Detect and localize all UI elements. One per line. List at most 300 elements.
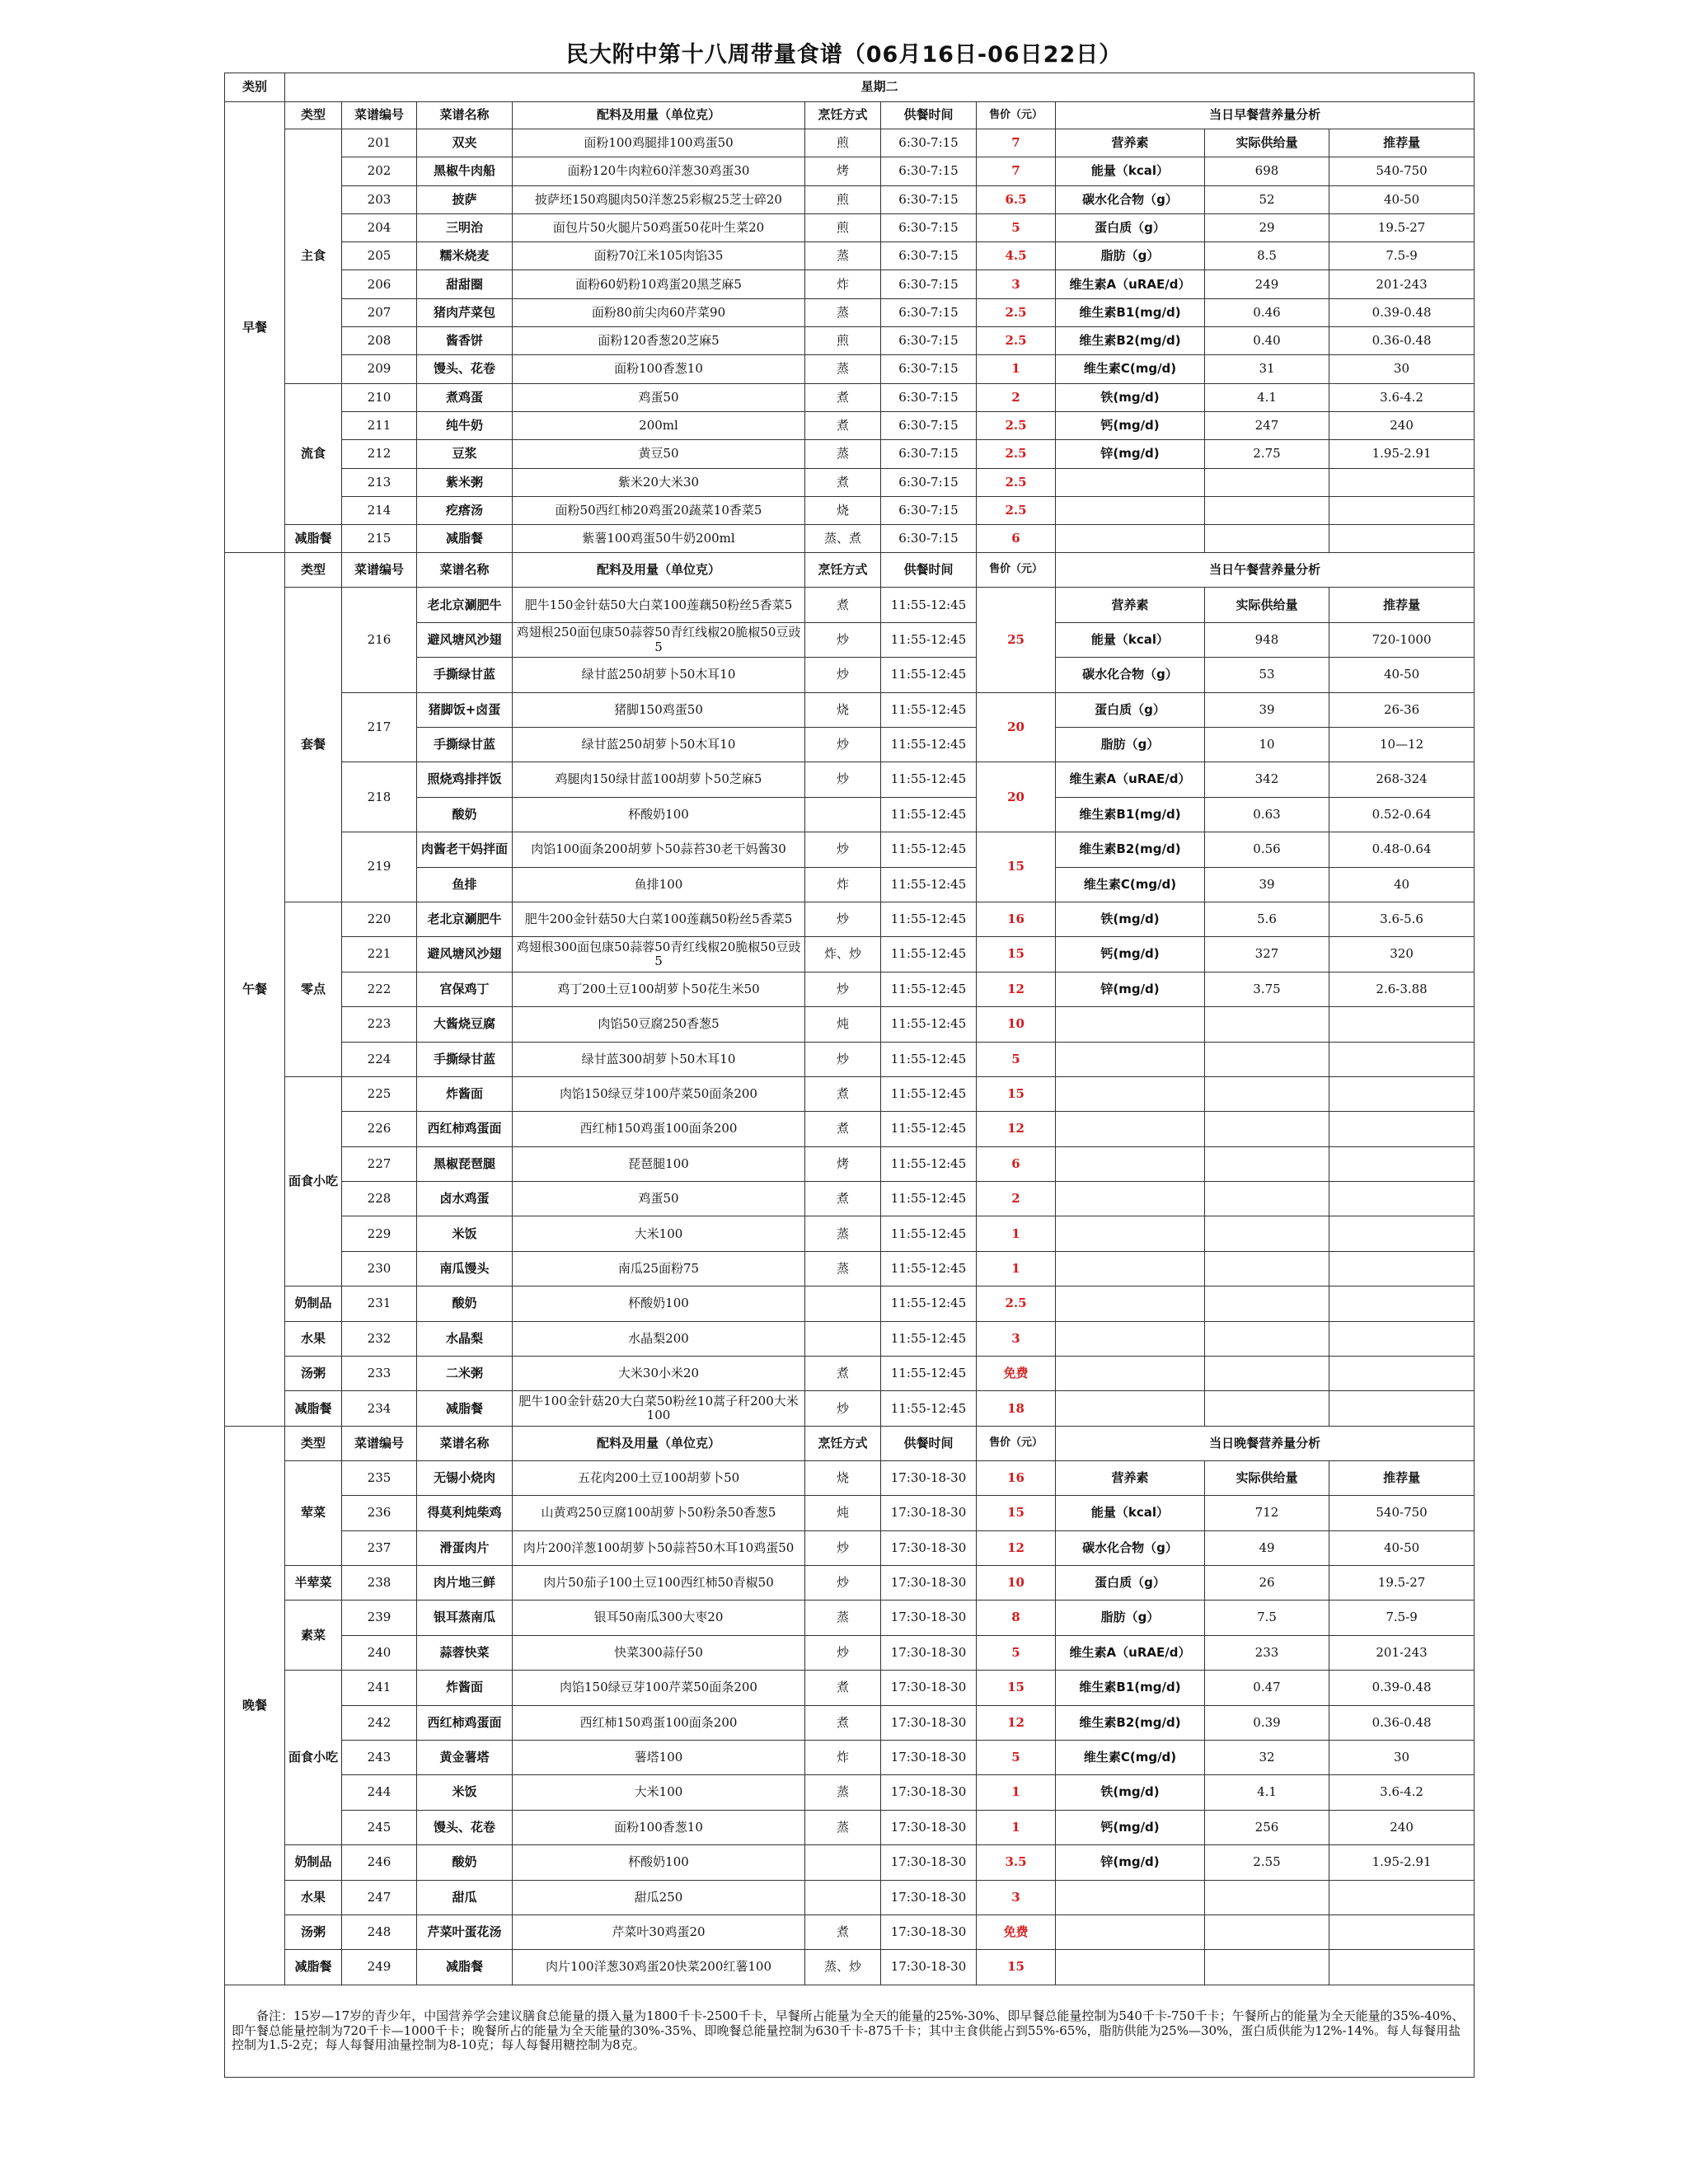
nutrient-name: 钙(mg/d) xyxy=(1056,937,1205,972)
recipe-ingredients: 山黄鸡250豆腐100胡萝卜50粉条50香葱5 xyxy=(513,1496,805,1530)
nutrient-recommended: 40-50 xyxy=(1329,1530,1475,1565)
recipe-ingredients: 肉馅150绿豆芽100芹菜50面条200 xyxy=(513,1076,805,1111)
nutrient-actual: 2.75 xyxy=(1205,440,1329,468)
col-header-type: 类型 xyxy=(285,1426,342,1460)
recipe-no: 214 xyxy=(342,496,417,524)
recipe-ingredients: 面粉100香葱10 xyxy=(513,1810,805,1844)
recipe-time: 11:55-12:45 xyxy=(881,1251,977,1286)
recipe-price: 2.5 xyxy=(977,440,1056,468)
recipe-time: 11:55-12:45 xyxy=(881,972,977,1006)
nutrient-actual: 327 xyxy=(1205,937,1329,972)
nutrient-name: 锌(mg/d) xyxy=(1056,1845,1205,1880)
recipe-cook: 烧 xyxy=(805,496,881,524)
recipe-time: 11:55-12:45 xyxy=(881,658,977,692)
nutrient-name: 维生素C(mg/d) xyxy=(1056,1740,1205,1774)
nutrient-name: 维生素C(mg/d) xyxy=(1056,355,1205,383)
nutrient-recommended: 30 xyxy=(1329,355,1475,383)
group-type: 套餐 xyxy=(285,588,342,902)
nutrient-actual: 10 xyxy=(1205,728,1329,762)
recipe-time: 17:30-18-30 xyxy=(881,1601,977,1635)
nutrient-actual: 实际供给量 xyxy=(1205,588,1329,622)
recipe-cook: 炒 xyxy=(805,1635,881,1670)
table-row xyxy=(225,902,1475,936)
recipe-ingredients: 西红柿150鸡蛋100面条200 xyxy=(513,1112,805,1146)
table-row xyxy=(225,1216,1475,1251)
recipe-no: 242 xyxy=(342,1705,417,1740)
recipe-price: 15 xyxy=(977,1076,1056,1111)
recipe-no: 221 xyxy=(342,937,417,972)
table-row xyxy=(225,1146,1475,1181)
nutrient-actual: 8.5 xyxy=(1205,242,1329,270)
table-row xyxy=(225,1915,1475,1949)
recipe-price: 12 xyxy=(977,1112,1056,1146)
recipe-cook: 煮 xyxy=(805,1357,881,1391)
col-header-no: 菜谱编号 xyxy=(342,553,417,588)
table-row xyxy=(225,129,1475,157)
recipe-time: 6:30-7:15 xyxy=(881,270,977,298)
nutrient-name: 碳水化合物（g） xyxy=(1056,1530,1205,1565)
nutrient-empty xyxy=(1056,1286,1205,1321)
recipe-cook: 煮 xyxy=(805,1671,881,1705)
group-type: 奶制品 xyxy=(285,1845,342,1880)
recipe-price: 3.5 xyxy=(977,1845,1056,1880)
nutrient-empty xyxy=(1329,1112,1475,1146)
recipe-ingredients: 绿甘蓝250胡萝卜50木耳10 xyxy=(513,728,805,762)
nutrient-actual: 5.6 xyxy=(1205,902,1329,936)
recipe-name: 酸奶 xyxy=(417,797,513,832)
nutrient-empty xyxy=(1329,1042,1475,1076)
recipe-name: 猪肉芹菜包 xyxy=(417,298,513,326)
group-type: 奶制品 xyxy=(285,1286,342,1321)
recipe-cook: 蒸 xyxy=(805,1216,881,1251)
nutrient-recommended: 19.5-27 xyxy=(1329,213,1475,241)
recipe-time: 6:30-7:15 xyxy=(881,242,977,270)
nutrient-empty xyxy=(1056,1182,1205,1216)
recipe-cook: 蒸 xyxy=(805,1601,881,1635)
recipe-ingredients: 南瓜25面粉75 xyxy=(513,1251,805,1286)
recipe-ingredients: 猪脚150鸡蛋50 xyxy=(513,692,805,727)
table-row xyxy=(225,1076,1475,1111)
nutrient-name: 蛋白质（g） xyxy=(1056,1566,1205,1601)
nutrient-recommended: 推荐量 xyxy=(1329,588,1475,622)
recipe-time: 6:30-7:15 xyxy=(881,157,977,185)
col-header-cook: 烹饪方式 xyxy=(805,1426,881,1460)
col-header-cook: 烹饪方式 xyxy=(805,553,881,588)
recipe-ingredients: 肉馅150绿豆芽100芹菜50面条200 xyxy=(513,1671,805,1705)
nutrient-actual: 256 xyxy=(1205,1810,1329,1844)
recipe-time: 11:55-12:45 xyxy=(881,728,977,762)
recipe-cook: 炒 xyxy=(805,1566,881,1601)
nutrient-empty xyxy=(1329,1076,1475,1111)
menu-table xyxy=(224,73,1475,2078)
recipe-time: 17:30-18-30 xyxy=(881,1530,977,1565)
col-header-type: 类型 xyxy=(285,102,342,129)
nutrient-recommended: 0.52-0.64 xyxy=(1329,797,1475,832)
recipe-cook: 蒸 xyxy=(805,1251,881,1286)
recipe-name: 蒜蓉快菜 xyxy=(417,1635,513,1670)
nutrient-actual: 0.46 xyxy=(1205,298,1329,326)
recipe-price: 3 xyxy=(977,270,1056,298)
recipe-ingredients: 面包片50火腿片50鸡蛋50花叶生菜20 xyxy=(513,213,805,241)
recipe-no: 208 xyxy=(342,327,417,355)
recipe-no: 217 xyxy=(342,692,417,762)
table-row xyxy=(225,355,1475,383)
recipe-time: 6:30-7:15 xyxy=(881,496,977,524)
nutrient-actual: 0.56 xyxy=(1205,832,1329,867)
recipe-price: 20 xyxy=(977,692,1056,762)
col-header-price: 售价（元） xyxy=(977,553,1056,588)
recipe-price: 12 xyxy=(977,1530,1056,1565)
recipe-name: 双夹 xyxy=(417,129,513,157)
nutrient-recommended: 3.6-4.2 xyxy=(1329,383,1475,411)
recipe-cook: 炸、炒 xyxy=(805,937,881,972)
group-type: 面食小吃 xyxy=(285,1671,342,1845)
recipe-name: 鱼排 xyxy=(417,867,513,902)
nutrient-recommended: 0.39-0.48 xyxy=(1329,1671,1475,1705)
recipe-cook: 炒 xyxy=(805,902,881,936)
recipe-name: 猪脚饭+卤蛋 xyxy=(417,692,513,727)
nutrient-name: 锌(mg/d) xyxy=(1056,972,1205,1006)
recipe-time: 6:30-7:15 xyxy=(881,213,977,241)
col-header-price: 售价（元） xyxy=(977,102,1056,129)
recipe-name: 老北京涮肥牛 xyxy=(417,902,513,936)
recipe-name: 西红柿鸡蛋面 xyxy=(417,1705,513,1740)
recipe-ingredients: 大米100 xyxy=(513,1216,805,1251)
recipe-cook: 烧 xyxy=(805,692,881,727)
nutrient-actual: 0.47 xyxy=(1205,1671,1329,1705)
table-row xyxy=(225,1321,1475,1356)
recipe-cook xyxy=(805,1845,881,1880)
recipe-name: 紫米粥 xyxy=(417,468,513,496)
recipe-name: 炸酱面 xyxy=(417,1076,513,1111)
table-row xyxy=(225,213,1475,241)
col-header-ingredients: 配料及用量（单位克） xyxy=(513,553,805,588)
table-row xyxy=(225,1950,1475,1985)
recipe-name: 芹菜叶蛋花汤 xyxy=(417,1915,513,1949)
nutrient-empty xyxy=(1056,1391,1205,1426)
recipe-ingredients: 甜瓜250 xyxy=(513,1880,805,1915)
recipe-cook: 煎 xyxy=(805,327,881,355)
recipe-name: 避风塘风沙翅 xyxy=(417,937,513,972)
recipe-price: 1 xyxy=(977,1810,1056,1844)
group-type: 素菜 xyxy=(285,1601,342,1671)
nutrient-recommended: 201-243 xyxy=(1329,270,1475,298)
table-row xyxy=(225,1845,1475,1880)
recipe-no: 233 xyxy=(342,1357,417,1391)
recipe-time: 11:55-12:45 xyxy=(881,1391,977,1426)
table-row xyxy=(225,383,1475,411)
recipe-name: 披萨 xyxy=(417,185,513,213)
group-type: 减脂餐 xyxy=(285,1391,342,1426)
nutrient-actual: 26 xyxy=(1205,1566,1329,1601)
recipe-no: 227 xyxy=(342,1146,417,1181)
recipe-name: 糯米烧麦 xyxy=(417,242,513,270)
col-header-ingredients: 配料及用量（单位克） xyxy=(513,102,805,129)
recipe-cook: 炸 xyxy=(805,1740,881,1774)
recipe-name: 南瓜馒头 xyxy=(417,1251,513,1286)
recipe-cook: 煮 xyxy=(805,1182,881,1216)
recipe-price: 1 xyxy=(977,1251,1056,1286)
recipe-ingredients: 西红柿150鸡蛋100面条200 xyxy=(513,1705,805,1740)
recipe-no: 244 xyxy=(342,1775,417,1810)
table-row xyxy=(225,1530,1475,1565)
nutrient-name: 碳水化合物（g） xyxy=(1056,658,1205,692)
recipe-name: 米饭 xyxy=(417,1775,513,1810)
nutrient-empty xyxy=(1205,1182,1329,1216)
recipe-ingredients: 琵琶腿100 xyxy=(513,1146,805,1181)
nutrient-recommended: 推荐量 xyxy=(1329,129,1475,157)
recipe-ingredients: 大米100 xyxy=(513,1775,805,1810)
recipe-no: 247 xyxy=(342,1880,417,1915)
nutrient-empty xyxy=(1056,1146,1205,1181)
nutrient-name: 维生素A（uRAE/d） xyxy=(1056,762,1205,797)
recipe-price: 15 xyxy=(977,1496,1056,1530)
col-header-no: 菜谱编号 xyxy=(342,1426,417,1460)
recipe-ingredients: 鸡翅根250面包康50蒜蓉50青红线椒20脆椒50豆豉5 xyxy=(513,622,805,657)
recipe-name: 馒头、花卷 xyxy=(417,355,513,383)
recipe-ingredients: 鸡蛋50 xyxy=(513,383,805,411)
recipe-cook: 炒 xyxy=(805,728,881,762)
recipe-price: 5 xyxy=(977,1635,1056,1670)
recipe-no: 205 xyxy=(342,242,417,270)
recipe-name: 煮鸡蛋 xyxy=(417,383,513,411)
table-row xyxy=(225,1496,1475,1530)
recipe-time: 11:55-12:45 xyxy=(881,1076,977,1111)
recipe-ingredients: 绿甘蓝250胡萝卜50木耳10 xyxy=(513,658,805,692)
recipe-name: 纯牛奶 xyxy=(417,411,513,439)
nutrient-recommended: 30 xyxy=(1329,1740,1475,1774)
recipe-ingredients: 面粉60奶粉10鸡蛋20黑芝麻5 xyxy=(513,270,805,298)
recipe-no: 203 xyxy=(342,185,417,213)
nutrient-empty xyxy=(1205,1216,1329,1251)
table-row xyxy=(225,468,1475,496)
recipe-ingredients: 杯酸奶100 xyxy=(513,797,805,832)
nutrient-empty xyxy=(1205,1391,1329,1426)
nutrient-recommended: 540-750 xyxy=(1329,157,1475,185)
nutrient-empty xyxy=(1329,1915,1475,1949)
table-row xyxy=(225,1985,1475,2077)
recipe-ingredients: 鸡腿肉150绿甘蓝100胡萝卜50芝麻5 xyxy=(513,762,805,797)
nutrient-actual: 39 xyxy=(1205,867,1329,902)
recipe-price: 3 xyxy=(977,1321,1056,1356)
recipe-time: 11:55-12:45 xyxy=(881,1357,977,1391)
recipe-no: 241 xyxy=(342,1671,417,1705)
recipe-ingredients: 面粉120牛肉粒60洋葱30鸡蛋30 xyxy=(513,157,805,185)
recipe-time: 17:30-18-30 xyxy=(881,1460,977,1495)
nutrient-empty xyxy=(1056,1915,1205,1949)
recipe-time: 11:55-12:45 xyxy=(881,867,977,902)
recipe-cook: 炸 xyxy=(805,270,881,298)
recipe-name: 黑椒牛肉船 xyxy=(417,157,513,185)
recipe-time: 11:55-12:45 xyxy=(881,832,977,867)
col-header-cook: 烹饪方式 xyxy=(805,102,881,129)
recipe-time: 17:30-18-30 xyxy=(881,1671,977,1705)
table-row xyxy=(225,692,1475,727)
recipe-cook: 炒 xyxy=(805,1530,881,1565)
recipe-time: 17:30-18-30 xyxy=(881,1950,977,1985)
recipe-ingredients: 肉片100洋葱30鸡蛋20快菜200红薯100 xyxy=(513,1950,805,1985)
col-header-no: 菜谱编号 xyxy=(342,102,417,129)
nutrient-actual: 698 xyxy=(1205,157,1329,185)
nutrient-name: 脂肪（g） xyxy=(1056,728,1205,762)
recipe-name: 肉酱老干妈拌面 xyxy=(417,832,513,867)
recipe-cook: 煮 xyxy=(805,1705,881,1740)
recipe-no: 236 xyxy=(342,1496,417,1530)
nutrient-actual: 342 xyxy=(1205,762,1329,797)
recipe-time: 11:55-12:45 xyxy=(881,1146,977,1181)
recipe-ingredients: 鸡翅根300面包康50蒜蓉50青红线椒20脆椒50豆豉5 xyxy=(513,937,805,972)
table-row xyxy=(225,832,1475,867)
nutrient-actual: 31 xyxy=(1205,355,1329,383)
recipe-cook: 煮 xyxy=(805,588,881,622)
nutrient-empty xyxy=(1205,1321,1329,1356)
nutrient-empty xyxy=(1205,1357,1329,1391)
recipe-cook: 炒 xyxy=(805,762,881,797)
nutrient-recommended: 240 xyxy=(1329,1810,1475,1844)
group-type: 半荤菜 xyxy=(285,1566,342,1601)
nutrient-recommended: 1.95-2.91 xyxy=(1329,440,1475,468)
table-row xyxy=(225,270,1475,298)
nutrient-name: 脂肪（g） xyxy=(1056,242,1205,270)
recipe-ingredients: 面粉100香葱10 xyxy=(513,355,805,383)
recipe-price: 2 xyxy=(977,383,1056,411)
recipe-no: 232 xyxy=(342,1321,417,1356)
nutrient-actual: 2.55 xyxy=(1205,1845,1329,1880)
recipe-ingredients: 面粉70江米105肉馅35 xyxy=(513,242,805,270)
recipe-time: 11:55-12:45 xyxy=(881,1182,977,1216)
recipe-time: 11:55-12:45 xyxy=(881,937,977,972)
nutrient-name: 营养素 xyxy=(1056,1460,1205,1495)
recipe-price: 15 xyxy=(977,832,1056,902)
table-row xyxy=(225,1426,1475,1460)
recipe-time: 11:55-12:45 xyxy=(881,1112,977,1146)
recipe-price: 2.5 xyxy=(977,1286,1056,1321)
recipe-ingredients: 200ml xyxy=(513,411,805,439)
nutrient-name: 脂肪（g） xyxy=(1056,1601,1205,1635)
recipe-price: 15 xyxy=(977,937,1056,972)
nutrient-recommended: 7.5-9 xyxy=(1329,1601,1475,1635)
recipe-time: 11:55-12:45 xyxy=(881,588,977,622)
recipe-ingredients: 肉片200洋葱100胡萝卜50蒜苔50木耳10鸡蛋50 xyxy=(513,1530,805,1565)
recipe-price: 1 xyxy=(977,355,1056,383)
recipe-price: 3 xyxy=(977,1880,1056,1915)
recipe-price: 25 xyxy=(977,588,1056,692)
nutrient-name: 蛋白质（g） xyxy=(1056,692,1205,727)
recipe-price: 15 xyxy=(977,1671,1056,1705)
recipe-ingredients: 肥牛150金针菇50大白菜100莲藕50粉丝5香菜5 xyxy=(513,588,805,622)
nutrient-name: 维生素B1(mg/d) xyxy=(1056,797,1205,832)
recipe-cook: 蒸、炒 xyxy=(805,1950,881,1985)
recipe-name: 甜甜圈 xyxy=(417,270,513,298)
nutrient-actual: 0.63 xyxy=(1205,797,1329,832)
nutrient-empty xyxy=(1205,525,1329,553)
nutrient-empty xyxy=(1056,1112,1205,1146)
recipe-time: 17:30-18-30 xyxy=(881,1705,977,1740)
recipe-no: 211 xyxy=(342,411,417,439)
nutrient-empty xyxy=(1056,468,1205,496)
page-title: 民大附中第十八周带量食谱（06月16日-06日22日） xyxy=(565,42,1123,68)
recipe-ingredients: 面粉80前尖肉60芹菜90 xyxy=(513,298,805,326)
group-type: 汤粥 xyxy=(285,1357,342,1391)
col-header-time: 供餐时间 xyxy=(881,1426,977,1460)
recipe-name: 肉片地三鲜 xyxy=(417,1566,513,1601)
col-header-time: 供餐时间 xyxy=(881,553,977,588)
nutrient-empty xyxy=(1205,1950,1329,1985)
recipe-ingredients: 杯酸奶100 xyxy=(513,1845,805,1880)
analysis-title: 当日早餐营养量分析 xyxy=(1056,102,1475,129)
recipe-name: 减脂餐 xyxy=(417,525,513,553)
recipe-ingredients: 披萨坯150鸡腿肉50洋葱25彩椒25芝士碎20 xyxy=(513,185,805,213)
recipe-ingredients: 面粉100鸡腿排100鸡蛋50 xyxy=(513,129,805,157)
nutrient-actual: 247 xyxy=(1205,411,1329,439)
recipe-ingredients: 黄豆50 xyxy=(513,440,805,468)
recipe-price: 6 xyxy=(977,525,1056,553)
recipe-cook xyxy=(805,797,881,832)
recipe-name: 黄金薯塔 xyxy=(417,1740,513,1774)
recipe-time: 11:55-12:45 xyxy=(881,797,977,832)
nutrient-actual: 4.1 xyxy=(1205,383,1329,411)
table-row xyxy=(225,1182,1475,1216)
nutrient-recommended: 720-1000 xyxy=(1329,622,1475,657)
recipe-no: 215 xyxy=(342,525,417,553)
recipe-price: 12 xyxy=(977,972,1056,1006)
recipe-ingredients: 薯塔100 xyxy=(513,1740,805,1774)
nutrient-empty xyxy=(1205,496,1329,524)
nutrient-recommended: 7.5-9 xyxy=(1329,242,1475,270)
recipe-time: 11:55-12:45 xyxy=(881,622,977,657)
recipe-no: 202 xyxy=(342,157,417,185)
recipe-price: 2.5 xyxy=(977,496,1056,524)
recipe-ingredients: 五花肉200土豆100胡萝卜50 xyxy=(513,1460,805,1495)
recipe-price: 8 xyxy=(977,1601,1056,1635)
recipe-price: 1 xyxy=(977,1216,1056,1251)
recipe-name: 豆浆 xyxy=(417,440,513,468)
nutrient-empty xyxy=(1056,1076,1205,1111)
category-header: 类别 xyxy=(225,73,285,102)
recipe-time: 17:30-18-30 xyxy=(881,1810,977,1844)
recipe-no: 234 xyxy=(342,1391,417,1426)
recipe-price: 2 xyxy=(977,1182,1056,1216)
recipe-name: 甜瓜 xyxy=(417,1880,513,1915)
nutrient-actual: 233 xyxy=(1205,1635,1329,1670)
recipe-no: 216 xyxy=(342,588,417,692)
recipe-price: 2.5 xyxy=(977,298,1056,326)
recipe-name: 老北京涮肥牛 xyxy=(417,588,513,622)
recipe-time: 11:55-12:45 xyxy=(881,762,977,797)
table-row xyxy=(225,102,1475,129)
recipe-time: 11:55-12:45 xyxy=(881,1321,977,1356)
nutrient-empty xyxy=(1329,468,1475,496)
recipe-no: 213 xyxy=(342,468,417,496)
recipe-no: 245 xyxy=(342,1810,417,1844)
recipe-price: 2.5 xyxy=(977,411,1056,439)
nutrient-name: 维生素A（uRAE/d） xyxy=(1056,270,1205,298)
recipe-no: 230 xyxy=(342,1251,417,1286)
recipe-price: 10 xyxy=(977,1007,1056,1042)
recipe-no: 223 xyxy=(342,1007,417,1042)
recipe-price: 免费 xyxy=(977,1915,1056,1949)
nutrient-name: 蛋白质（g） xyxy=(1056,213,1205,241)
nutrient-actual: 53 xyxy=(1205,658,1329,692)
recipe-cook xyxy=(805,1321,881,1356)
nutrient-empty xyxy=(1329,1321,1475,1356)
recipe-time: 6:30-7:15 xyxy=(881,185,977,213)
nutrient-empty xyxy=(1329,1146,1475,1181)
recipe-time: 17:30-18-30 xyxy=(881,1496,977,1530)
recipe-cook xyxy=(805,1286,881,1321)
table-row xyxy=(225,1635,1475,1670)
nutrient-actual: 32 xyxy=(1205,1740,1329,1774)
